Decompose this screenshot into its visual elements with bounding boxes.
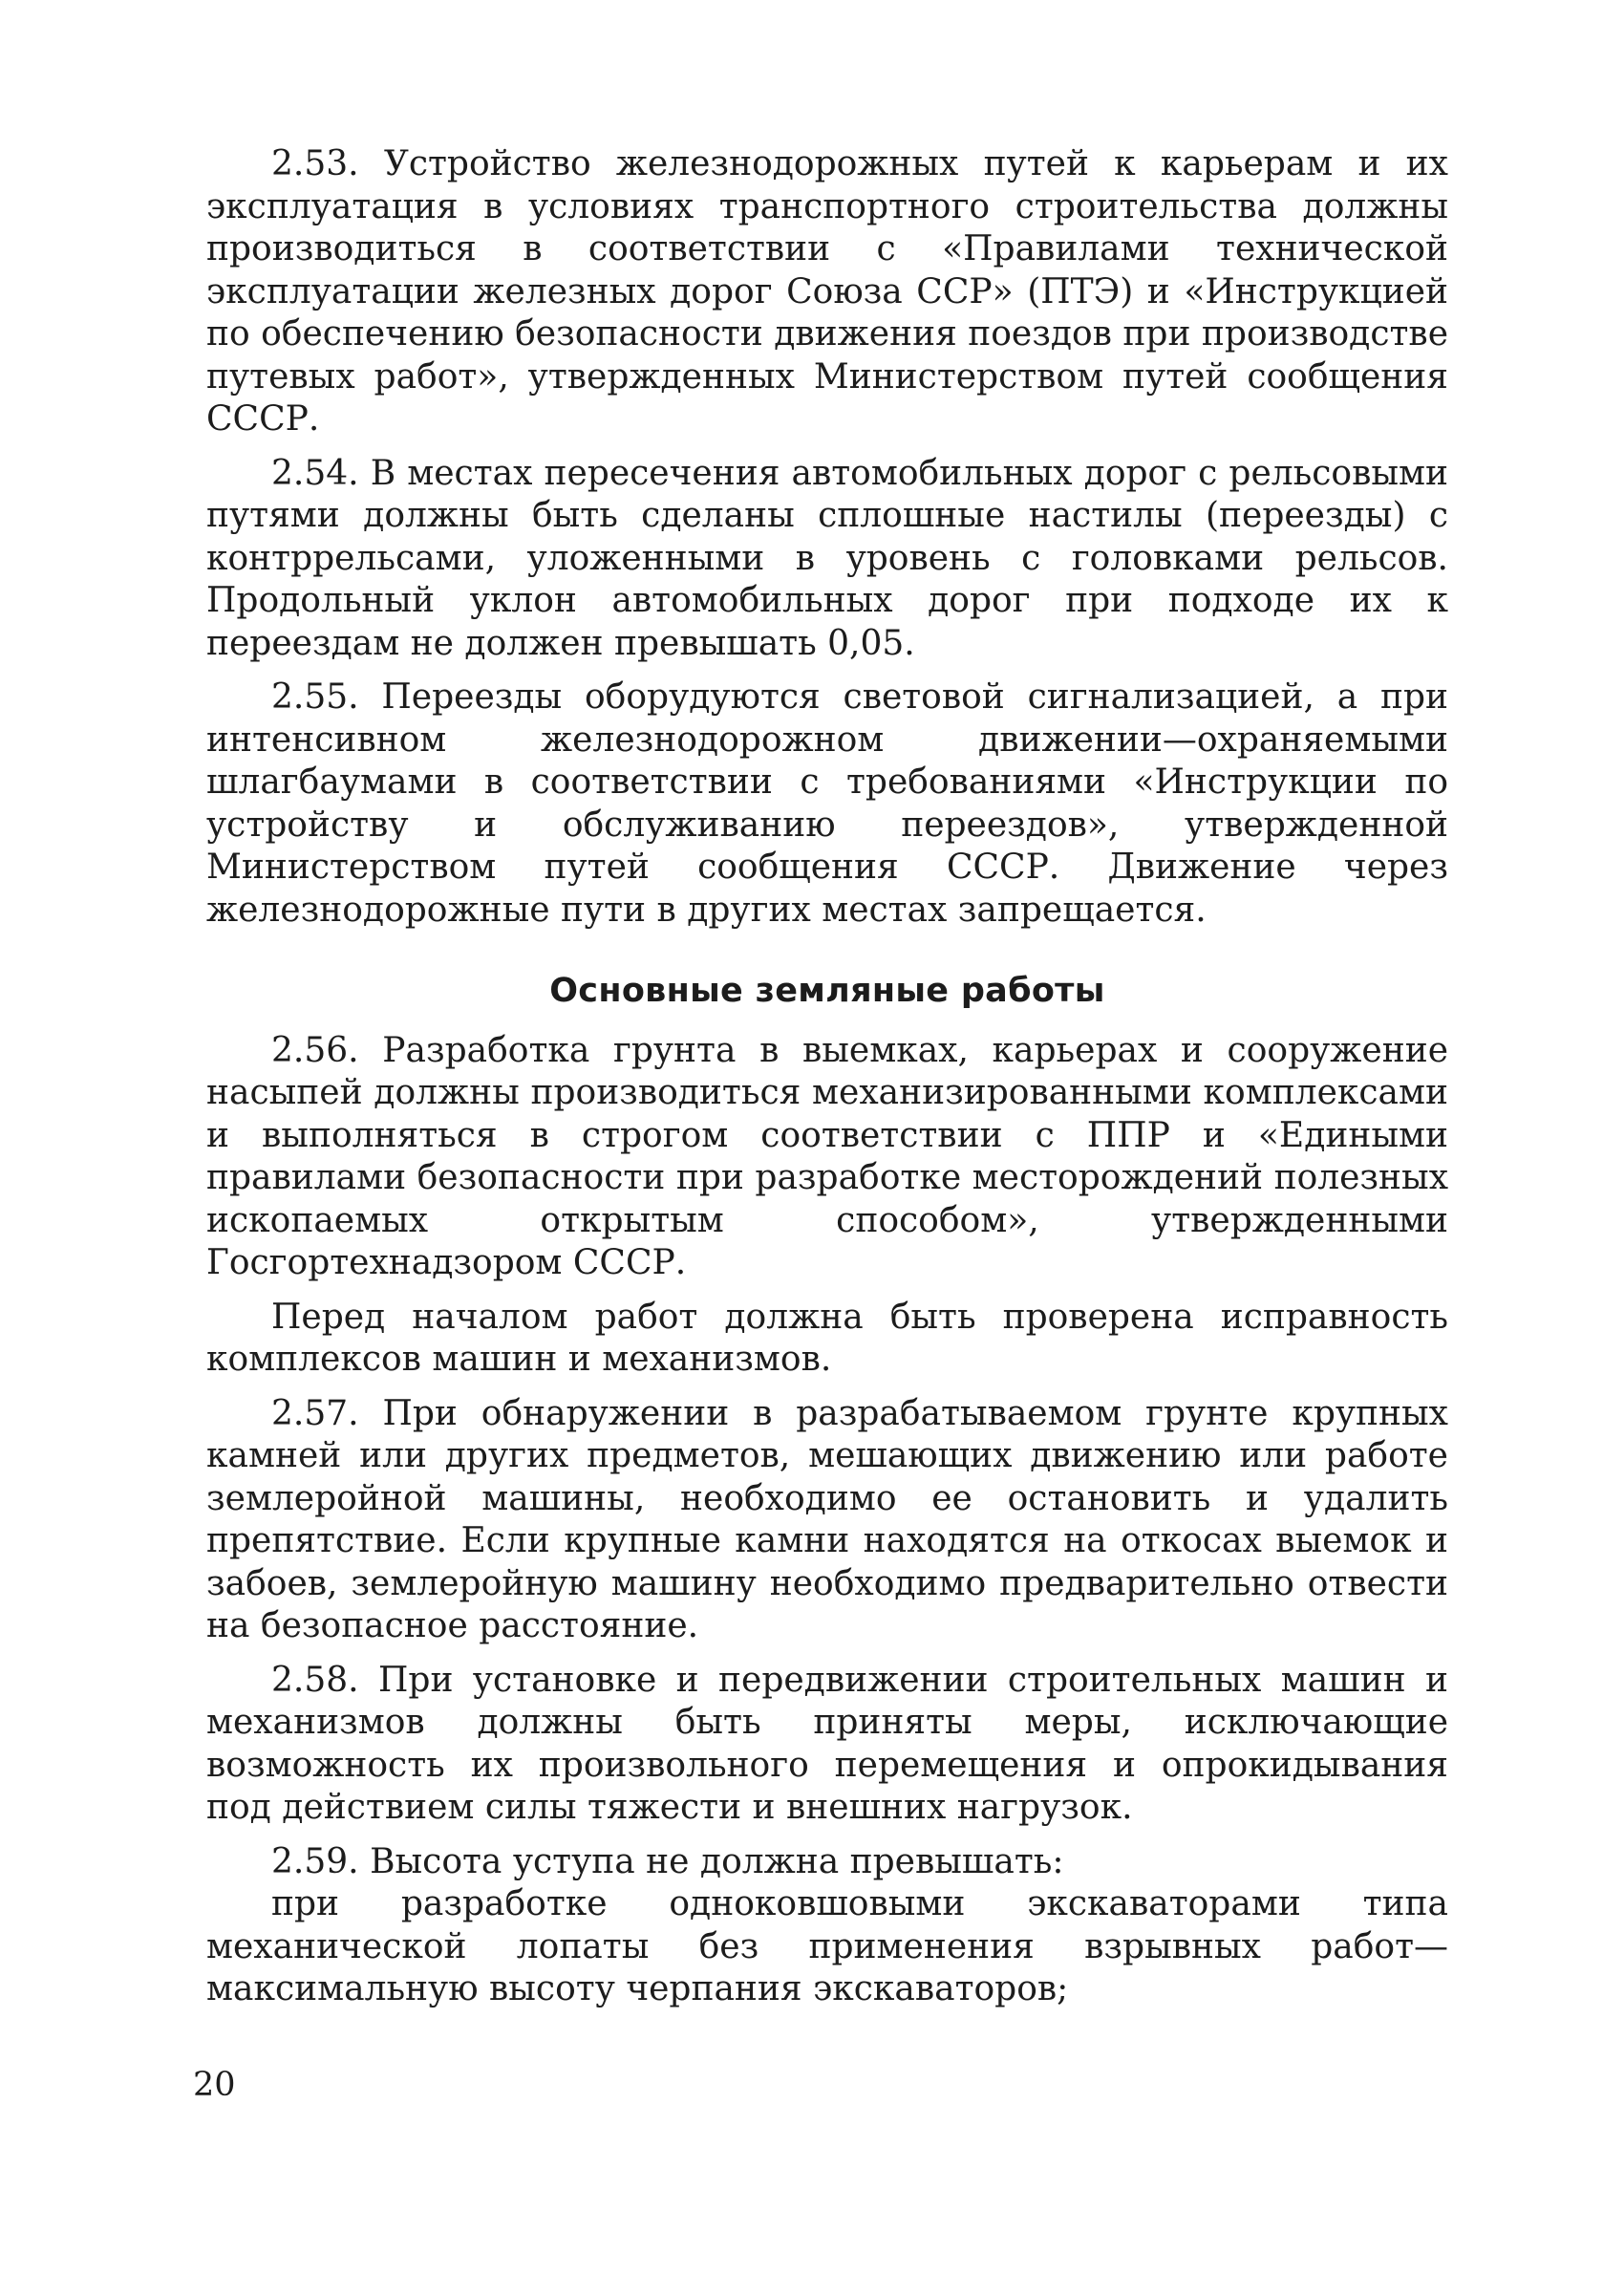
paragraph-2-55 bbox=[206, 676, 1448, 932]
paragraph-number: 2.54. bbox=[271, 453, 359, 493]
paragraph-text: При обнаружении в разрабатываемом грунте крупных камней или других предметов, мешающих движению или работе землеройной машины, необходимо ее остановить и удалить препятствие. Если крупные камни находятся на откосах выемок и забоев, землеройную машину необходимо предварительно отвести на безопасное расстояние. bbox=[206, 1393, 1448, 1645]
paragraph-number: 2.59. bbox=[271, 1841, 359, 1881]
paragraph-number: 2.58. bbox=[271, 1660, 359, 1700]
paragraph-2-54 bbox=[206, 453, 1448, 666]
paragraph-number: 2.53. bbox=[271, 144, 359, 183]
paragraph-number: 2.55. bbox=[271, 677, 359, 717]
paragraph-text: Разработка грунта в выемках, карьерах и сооружение насыпей должны производиться механизированными комплексами и выполняться в строгом соответствии с ППР и «Едиными правилами безопасности при разработке месторождений полезных ископаемых открытым способом», утвержденными Госгортехнадзором СССР. bbox=[206, 1030, 1449, 1282]
paragraph-text: Устройство железнодорожных путей к карьерам и их эксплуатация в условиях транспортного строительства должны производиться в соответствии с «Правилами технической эксплуатации железных дорог Союза ССР» (ПТЭ) и «Инструкцией по обеспечению безопасности движения поездов при производстве путевых работ», утвержденных Министерством путей сообщения СССР. bbox=[206, 144, 1448, 439]
paragraph-text: при разработке одноковшовыми экскаваторами типа механической лопаты без применения взрывных работ—максимальную высоту черпания экскаваторов; bbox=[206, 1884, 1448, 2008]
paragraph-text: В местах пересечения автомобильных дорог с рельсовыми путями должны быть сделаны сплошные настилы (переезды) с контррельсами, уложенными в уровень с головками рельсов. Продольный уклон автомобильных дорог при подходе их к переездам не должен превышать 0,05. bbox=[206, 453, 1448, 663]
paragraph-number: 2.56. bbox=[271, 1030, 359, 1070]
paragraph-text: Высота уступа не должна превышать: bbox=[370, 1841, 1064, 1881]
paragraph-2-59 bbox=[206, 1841, 1448, 1884]
paragraph-text: При установке и передвижении строительных машин и механизмов должны быть приняты меры, исключающие возможность их произвольного перемещения и опрокидывания под действием силы тяжести и внешних нагрузок. bbox=[206, 1660, 1448, 1827]
paragraph-text: Перед началом работ должна быть проверена исправность комплексов машин и механизмов. bbox=[206, 1297, 1448, 1379]
paragraph-2-56 bbox=[206, 1030, 1448, 1285]
paragraph-2-57 bbox=[206, 1393, 1448, 1648]
paragraph-number: 2.57. bbox=[271, 1393, 359, 1433]
page-number: 20 bbox=[193, 2066, 236, 2104]
paragraph-2-59-item bbox=[206, 1883, 1448, 2011]
paragraph-2-58 bbox=[206, 1660, 1448, 1830]
section-heading: Основные земляные работы bbox=[549, 972, 1105, 1010]
paragraph-text: Переезды оборудуются световой сигнализацией, а при интенсивном железнодорожном движении—охраняемыми шлагбаумами в соответствии с требованиями «Инструкции по устройству и обслуживанию переездов», утвержденной Министерством путей сообщения СССР. Движение через железнодорожные пути в других местах запрещается. bbox=[206, 677, 1448, 930]
paragraph-2-53 bbox=[206, 143, 1448, 441]
paragraph-2-56-continued bbox=[206, 1297, 1448, 1382]
text-column bbox=[206, 143, 1448, 2011]
